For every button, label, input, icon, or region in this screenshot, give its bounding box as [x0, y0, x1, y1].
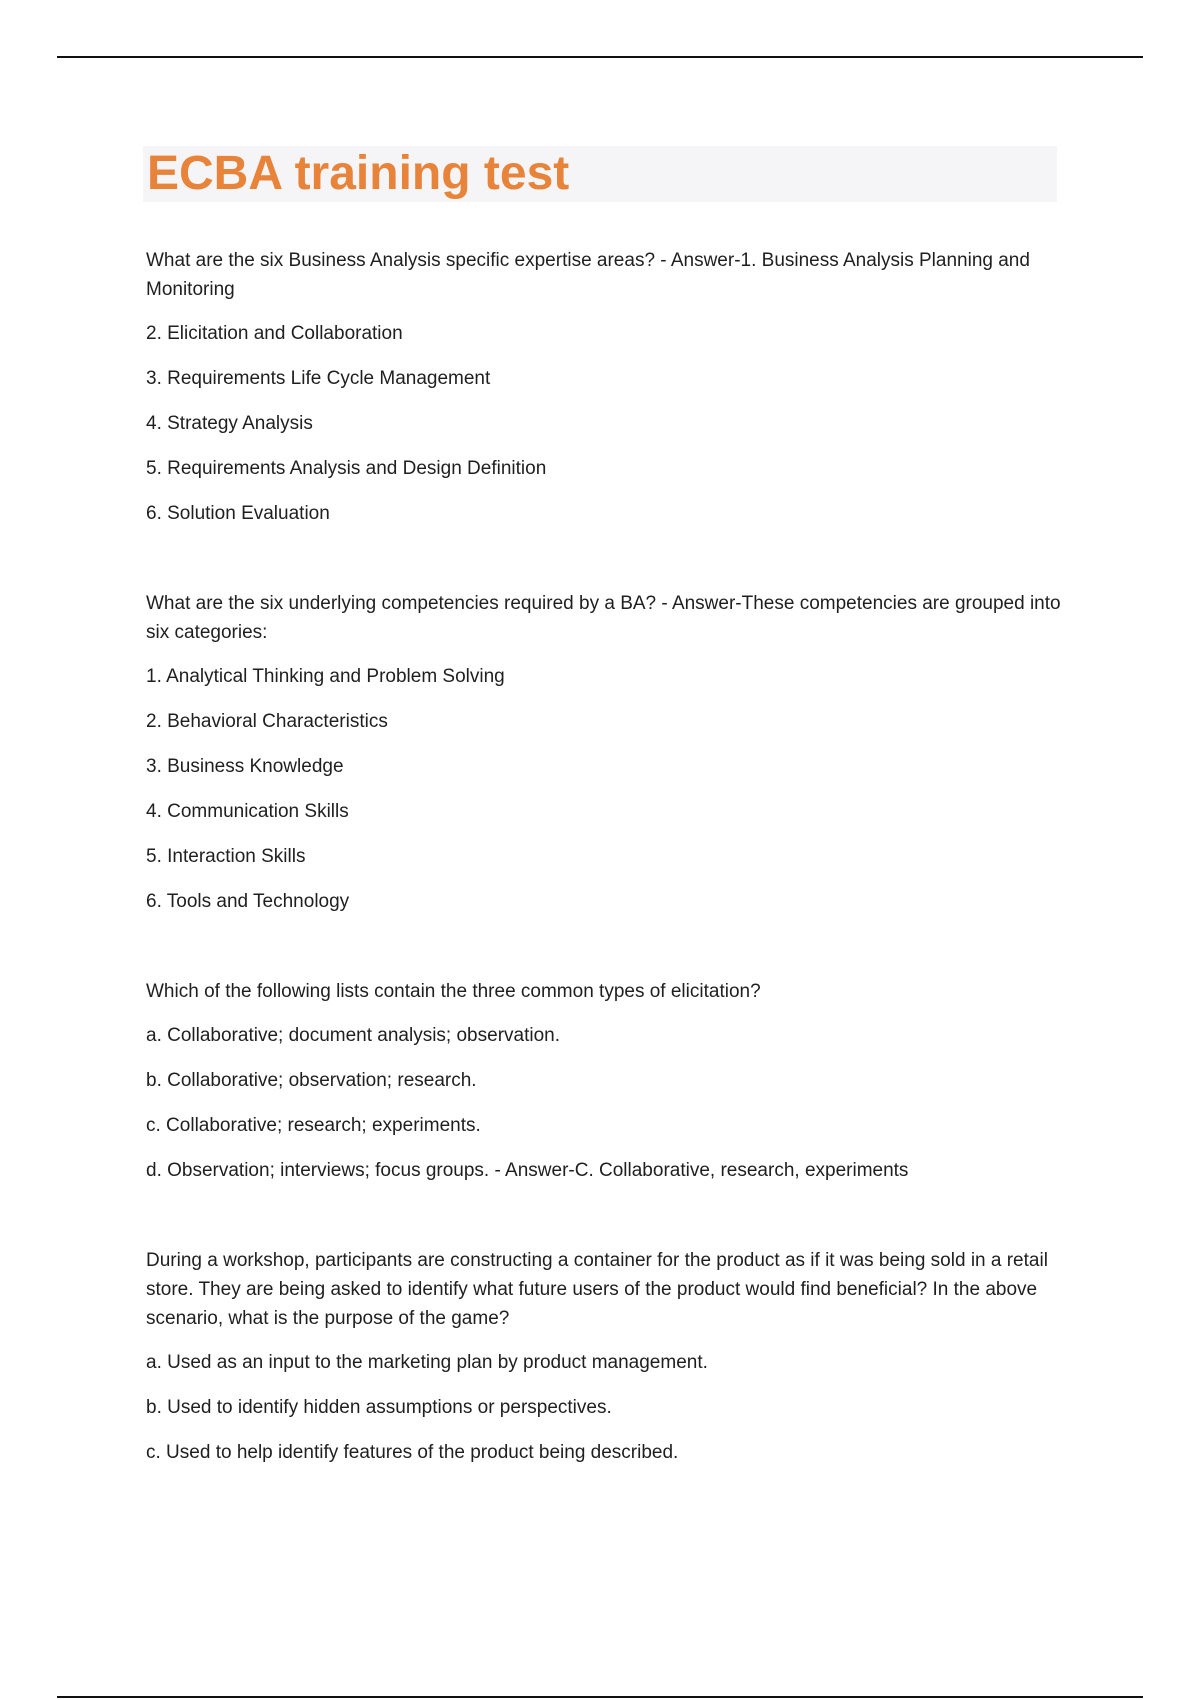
answer-line: 2. Elicitation and Collaboration — [146, 323, 403, 344]
answer-line: 4. Communication Skills — [146, 801, 349, 822]
answer-option: b. Used to identify hidden assumptions or perspectives. — [146, 1397, 612, 1418]
answer-line: 5. Requirements Analysis and Design Definition — [146, 458, 547, 479]
answer-option: a. Collaborative; document analysis; observation. — [146, 1025, 561, 1046]
answer-line: 6. Solution Evaluation — [146, 503, 330, 524]
answer-option: d. Observation; interviews; focus groups. - Answer-C. Collaborative, research, experiments — [146, 1160, 909, 1181]
answer-option: b. Collaborative; observation; research. — [146, 1070, 477, 1091]
question-text: During a workshop, participants are constructing a container for the product as if it was being sold in a retail store. They are being asked to identify what future users of the product would find beneficial? In the above scenario, what is the purpose of the game? — [146, 1250, 1048, 1329]
qa-block-2 — [146, 589, 1066, 916]
answer-option: a. Used as an input to the marketing plan by product management. — [146, 1352, 708, 1373]
answer-line: 1. Analytical Thinking and Problem Solving — [146, 666, 505, 687]
header-rule — [57, 56, 1143, 58]
qa-block-1 — [146, 246, 1066, 528]
answer-line: 5. Interaction Skills — [146, 846, 306, 867]
answer-line: 4. Strategy Analysis — [146, 413, 313, 434]
question-text: What are the six Business Analysis specific expertise areas? - Answer-1. Business Analysis Planning and Monitoring — [146, 250, 1030, 300]
answer-line: 6. Tools and Technology — [146, 891, 350, 912]
answer-line: 3. Business Knowledge — [146, 756, 344, 777]
document-body — [146, 246, 1066, 1528]
answer-option: c. Used to help identify features of the product being described. — [146, 1442, 679, 1463]
question-text: Which of the following lists contain the three common types of elicitation? — [146, 981, 761, 1002]
document-title: ECBA training test — [147, 147, 570, 200]
answer-option: c. Collaborative; research; experiments. — [146, 1115, 481, 1136]
question-text: What are the six underlying competencies required by a BA? - Answer-These competencies are grouped into six categories: — [146, 593, 1061, 643]
answer-line: 3. Requirements Life Cycle Management — [146, 368, 491, 389]
answer-line: 2. Behavioral Characteristics — [146, 711, 388, 732]
qa-block-4 — [146, 1246, 1066, 1467]
qa-block-3 — [146, 977, 1066, 1185]
footer-rule — [57, 1696, 1143, 1698]
